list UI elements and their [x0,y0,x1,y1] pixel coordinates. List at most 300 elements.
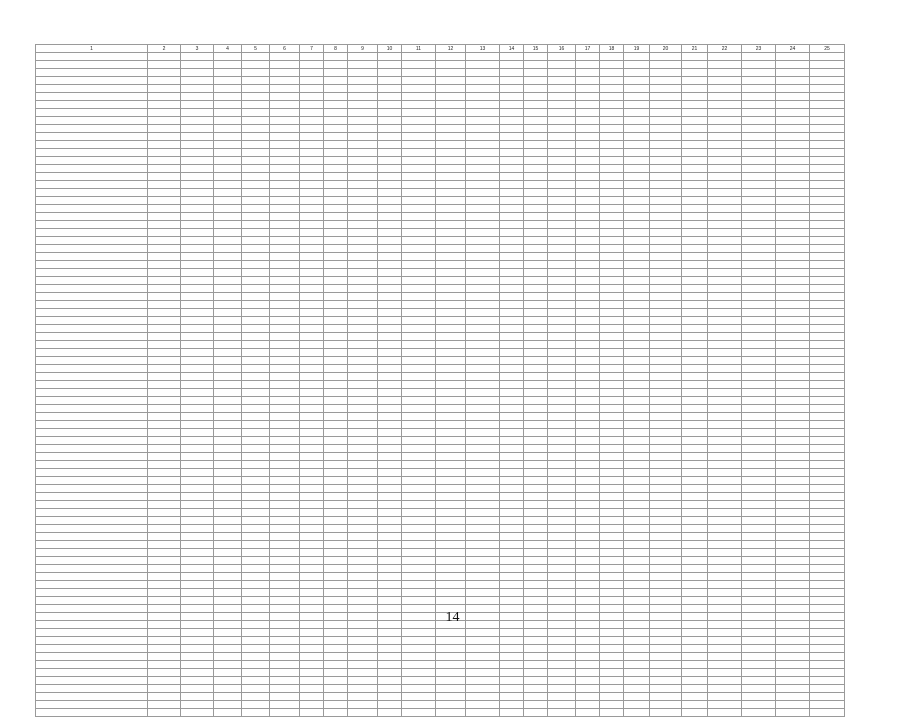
table-cell [36,325,148,333]
table-cell [524,477,548,485]
table-cell [36,165,148,173]
table-cell [624,477,650,485]
table-cell [378,461,402,469]
table-cell [624,277,650,285]
table-cell [300,365,324,373]
table-cell [548,477,576,485]
table-cell [300,245,324,253]
table-cell [624,77,650,85]
table-cell [624,589,650,597]
table-cell [402,653,436,661]
table-cell [436,493,466,501]
table-cell [810,69,845,77]
table-cell [324,693,348,701]
table-cell [650,293,682,301]
table-cell [181,213,214,221]
table-cell [270,269,300,277]
table-cell [436,389,466,397]
table-cell [466,413,500,421]
table-cell [324,677,348,685]
table-cell [810,141,845,149]
table-cell [324,557,348,565]
table-cell [500,597,524,605]
table-cell [300,93,324,101]
table-cell [500,421,524,429]
table-cell [624,445,650,453]
table-cell [300,357,324,365]
table-cell [500,117,524,125]
table-cell [708,245,742,253]
table-cell [436,525,466,533]
table-cell [708,365,742,373]
table-cell [466,325,500,333]
table-cell [36,669,148,677]
table-cell [682,53,708,61]
table-cell [270,229,300,237]
table-cell [548,181,576,189]
table-cell [708,525,742,533]
table-cell [214,685,242,693]
table-cell [181,525,214,533]
table-cell [742,549,776,557]
table-cell [624,333,650,341]
table-cell [742,117,776,125]
table-cell [436,165,466,173]
table-cell [576,677,600,685]
table-cell [36,213,148,221]
table-cell [600,205,624,213]
table-cell [181,109,214,117]
table-cell [682,541,708,549]
table-cell [300,573,324,581]
table-cell [776,485,810,493]
table-cell [214,173,242,181]
table-cell [148,509,181,517]
table-cell [436,293,466,301]
table-cell [348,101,378,109]
table-cell [402,565,436,573]
page-number: 14 [445,610,460,625]
table-cell [181,477,214,485]
table-cell [776,181,810,189]
table-cell [776,445,810,453]
table-cell [348,445,378,453]
table-cell [300,253,324,261]
table-cell [148,517,181,525]
table-cell [650,189,682,197]
table-cell [524,189,548,197]
table-cell [214,189,242,197]
table-cell [214,469,242,477]
table-cell [810,269,845,277]
table-cell [402,141,436,149]
table-cell [378,109,402,117]
table-cell [742,245,776,253]
table-cell [776,541,810,549]
table-cell [436,533,466,541]
table-cell [270,645,300,653]
table-cell [466,125,500,133]
table-cell [742,445,776,453]
table-cell [810,701,845,709]
table-cell [624,541,650,549]
table-cell [348,221,378,229]
table-cell [466,397,500,405]
column-number: 22 [708,45,742,53]
table-cell [214,133,242,141]
table-cell [378,93,402,101]
table-cell [270,197,300,205]
table-cell [348,205,378,213]
table-cell [810,445,845,453]
table-cell [600,117,624,125]
table-cell [682,413,708,421]
table-cell [500,157,524,165]
table-cell [810,365,845,373]
table-cell [348,405,378,413]
table-cell [436,437,466,445]
table-cell [600,629,624,637]
table-cell [548,269,576,277]
table-cell [624,245,650,253]
table-cell [36,61,148,69]
table-cell [324,149,348,157]
table-cell [624,485,650,493]
table-cell [148,181,181,189]
table-cell [378,397,402,405]
table-cell [436,477,466,485]
table-cell [466,221,500,229]
table-cell [214,677,242,685]
table-cell [300,381,324,389]
table-row [36,221,845,229]
table-cell [600,661,624,669]
table-cell [348,397,378,405]
table-cell [242,173,270,181]
table-cell [214,517,242,525]
table-row [36,245,845,253]
table-cell [181,237,214,245]
table-cell [214,237,242,245]
table-cell [776,173,810,181]
table-cell [402,85,436,93]
table-cell [324,381,348,389]
table-cell [624,125,650,133]
table-cell [402,293,436,301]
table-cell [402,533,436,541]
table-cell [576,701,600,709]
table-cell [682,301,708,309]
table-cell [624,421,650,429]
table-cell [148,445,181,453]
table-cell [300,533,324,541]
table-cell [324,549,348,557]
table-cell [270,397,300,405]
table-cell [708,229,742,237]
table-cell [242,389,270,397]
table-cell [348,661,378,669]
table-cell [708,349,742,357]
table-row [36,301,845,309]
table-cell [524,253,548,261]
table-cell [300,205,324,213]
table-cell [708,317,742,325]
table-cell [500,557,524,565]
table-cell [624,509,650,517]
table-row [36,349,845,357]
table-cell [378,421,402,429]
table-cell [466,349,500,357]
table-cell [600,709,624,717]
table-row [36,549,845,557]
table-cell [348,581,378,589]
table-cell [242,229,270,237]
table-cell [148,325,181,333]
table-cell [810,429,845,437]
table-cell [576,421,600,429]
table-cell [776,525,810,533]
table-cell [378,509,402,517]
table-cell [148,405,181,413]
table-cell [600,589,624,597]
table-cell [36,437,148,445]
table-cell [524,237,548,245]
table-cell [148,109,181,117]
table-cell [270,285,300,293]
table-cell [378,437,402,445]
table-cell [576,477,600,485]
table-cell [708,677,742,685]
table-cell [708,549,742,557]
table-cell [524,101,548,109]
table-cell [378,53,402,61]
table-cell [776,549,810,557]
table-cell [500,317,524,325]
table-cell [576,237,600,245]
table-cell [348,341,378,349]
table-cell [548,701,576,709]
table-cell [682,669,708,677]
table-cell [524,181,548,189]
table-cell [708,381,742,389]
table-cell [402,277,436,285]
table-cell [742,125,776,133]
table-cell [742,453,776,461]
table-cell [810,125,845,133]
table-cell [708,109,742,117]
table-cell [36,277,148,285]
table-cell [300,405,324,413]
table-cell [402,253,436,261]
table-cell [810,389,845,397]
table-cell [466,597,500,605]
table-cell [776,373,810,381]
table-cell [576,261,600,269]
table-cell [650,541,682,549]
table-cell [181,445,214,453]
table-cell [242,693,270,701]
table-cell [600,445,624,453]
table-cell [402,317,436,325]
table-cell [300,549,324,557]
table-cell [500,261,524,269]
table-cell [776,389,810,397]
table-row [36,573,845,581]
table-cell [181,221,214,229]
table-cell [742,333,776,341]
table-cell [524,373,548,381]
table-cell [500,653,524,661]
table-cell [576,397,600,405]
table-cell [348,533,378,541]
table-cell [466,493,500,501]
table-cell [402,461,436,469]
table-cell [500,213,524,221]
table-cell [742,205,776,213]
table-cell [776,221,810,229]
table-cell [181,381,214,389]
table-cell [810,709,845,717]
table-cell [524,589,548,597]
table-cell [650,557,682,565]
table-cell [810,229,845,237]
table-cell [181,341,214,349]
table-cell [466,421,500,429]
table-cell [300,661,324,669]
table-row [36,173,845,181]
table-cell [466,573,500,581]
table-cell [576,341,600,349]
table-cell [214,117,242,125]
table-cell [682,117,708,125]
table-cell [650,573,682,581]
table-cell [36,317,148,325]
table-cell [742,373,776,381]
table-cell [402,365,436,373]
table-cell [181,205,214,213]
table-cell [682,517,708,525]
table-cell [810,509,845,517]
table-cell [810,173,845,181]
table-cell [148,637,181,645]
table-cell [810,93,845,101]
table-cell [524,333,548,341]
table-cell [214,181,242,189]
table-cell [402,173,436,181]
table-cell [402,109,436,117]
table-cell [436,469,466,477]
table-cell [810,317,845,325]
table-cell [600,549,624,557]
table-cell [524,501,548,509]
table-cell [708,333,742,341]
table-cell [742,637,776,645]
table-row [36,205,845,213]
table-cell [708,445,742,453]
table-cell [600,181,624,189]
table-cell [524,133,548,141]
table-cell [682,141,708,149]
table-cell [776,565,810,573]
table-cell [300,693,324,701]
table-cell [650,413,682,421]
table-cell [600,485,624,493]
table-cell [348,237,378,245]
table-cell [402,77,436,85]
table-cell [300,53,324,61]
table-cell [810,661,845,669]
table-cell [624,357,650,365]
table-cell [810,117,845,125]
table-cell [348,125,378,133]
table-cell [682,165,708,173]
table-cell [600,325,624,333]
table-cell [300,645,324,653]
table-cell [466,333,500,341]
table-cell [270,317,300,325]
table-cell [524,213,548,221]
table-cell [650,141,682,149]
table-cell [682,173,708,181]
table-cell [148,685,181,693]
table-cell [548,661,576,669]
table-cell [300,429,324,437]
table-cell [436,581,466,589]
table-cell [324,541,348,549]
table-cell [600,645,624,653]
table-cell [682,501,708,509]
table-cell [324,461,348,469]
table-cell [402,405,436,413]
table-cell [576,53,600,61]
table-cell [324,293,348,301]
table-cell [466,469,500,477]
table-cell [36,397,148,405]
table-row [36,413,845,421]
table-cell [436,365,466,373]
table-row [36,701,845,709]
table-cell [324,669,348,677]
table-cell [500,93,524,101]
table-cell [548,189,576,197]
table-cell [524,341,548,349]
table-cell [682,581,708,589]
table-cell [270,493,300,501]
table-cell [148,229,181,237]
table-cell [524,693,548,701]
table-cell [378,677,402,685]
table-cell [300,669,324,677]
table-cell [624,61,650,69]
table-cell [242,485,270,493]
table-cell [378,581,402,589]
table-cell [708,293,742,301]
table-cell [810,637,845,645]
table-cell [466,453,500,461]
table-cell [148,309,181,317]
table-cell [650,261,682,269]
table-cell [682,477,708,485]
table-cell [500,501,524,509]
table-cell [148,645,181,653]
table-cell [348,541,378,549]
table-cell [708,565,742,573]
table-cell [548,149,576,157]
table-cell [270,61,300,69]
table-cell [682,85,708,93]
table-cell [682,693,708,701]
table-cell [348,69,378,77]
